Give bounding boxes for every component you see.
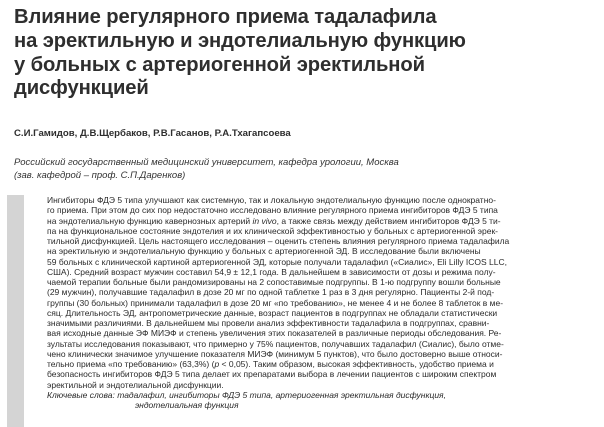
abstract-line: тильной дисфункцией. Цель настоящего исследования – оценить степень влияния регулярного приема тадалафила — [47, 236, 510, 246]
abstract-line: тельно приема «по требованию» (63,3%) (p < 0,05). Таким образом, высокая эффективность, удобство приема и — [47, 359, 494, 369]
p-value-symbol: p — [214, 359, 220, 369]
abstract-line: па на функциональное состояние эндотелия и их клинической эффективностью у больных с артериогенной эрек- — [47, 225, 499, 236]
abstract-line: сяц. Длительность ЭД, антропометрические данные, возраст пациентов в подгруппах не обладали статистически — [47, 307, 498, 318]
abstract-line: группы (30 больных) принимали тадалафил в дозе 20 мг «по требованию», не менее 4 и не более 8 таблеток в ме- — [47, 297, 504, 308]
abstract-line: 59 больных с клинической картиной артериогенной ЭД, которые получали тадалафил («Сиалис», Eli Lilly ICOS LLC, — [47, 256, 508, 267]
abstract-line: Ингибиторы ФДЭ 5 типа улучшают как системную, так и локальную эндотелиальную функцию после однократно- — [47, 195, 496, 205]
author-list: С.И.Гамидов, Д.В.Щербаков, Р.В.Гасанов, Р.А.Тхагапсоева — [14, 128, 291, 139]
abstract-section — [7, 195, 602, 427]
affiliation-line: Российский государственный медицинский университет, кафедра урологии, Москва — [14, 157, 399, 168]
abstract-line: го приема. При этом до сих пор недостаточно исследовано влияние регулярного приема ингибиторов ФДЭ 5 типа — [47, 205, 498, 216]
abstract-line: зультаты исследования показывают, что примерно у 75% пациентов, получавших тадалафил (Сиалис), было отме- — [47, 338, 504, 349]
latin-term: in vivo — [252, 215, 277, 226]
keywords-label: Ключевые слова: — [47, 389, 115, 400]
keywords-continuation: эндотелиальная функция — [135, 400, 239, 410]
abstract-line: значимыми различиями. В дальнейшем мы провели анализ эффективности тадалафила в подгруппах, сравни- — [47, 318, 490, 328]
abstract-line: на эректильную и эндотелиальную функцию у больных с артериогенной ЭД. В исследование были включены — [47, 246, 481, 257]
affiliation — [14, 156, 399, 182]
keywords-text: тадалафил, ингибиторы ФДЭ 5 типа, артериогенная эректильная дисфункция, — [117, 389, 446, 400]
keywords-line — [47, 390, 602, 400]
abstract-line: США). Средний возраст мужчин составил 54,9 ± 12,1 года. В дальнейшем в зависимости от дозы и режима полу- — [47, 266, 496, 277]
abstract-line: эректильной и эндотелиальной дисфункции. — [47, 379, 224, 390]
abstract-line: безопасность ингибиторов ФДЭ 5 типа делает их препаратами выбора в лечении пациентов с широким спектром — [47, 369, 497, 380]
abstract-line: чено клинически значимое улучшение показателя МИЭФ (минимум 5 пунктов), что было достоверно выше относи- — [47, 348, 503, 359]
abstract-side-bar — [7, 195, 24, 427]
abstract-line: (29 мужчин), получавшие тадалафил в дозе 20 мг по одной таблетке 1 раз в 3 дня регулярно. Пациенты 2-й под- — [47, 287, 495, 298]
title-line: дисфункцией — [14, 77, 149, 100]
title-line: Влияние регулярного приема тадалафила — [14, 6, 437, 28]
abstract-line: чаемой терапии больные были рандомизированы на 2 сопоставимые подгруппы. В 1-ю подгруппу вошли больные — [47, 277, 501, 287]
article-title — [14, 6, 600, 101]
title-line: на эректильную и эндотелиальную функцию — [14, 29, 466, 52]
abstract-line: вая исходные данные ЭФ МИЭФ и степень увеличения этих показателей в различные периоды обследования. Ре- — [47, 328, 502, 339]
abstract-text — [47, 195, 602, 410]
title-line: у больных с артериогенной эректильной — [14, 53, 425, 76]
affiliation-line: (зав. кафедрой – проф. С.П.Даренков) — [14, 170, 186, 181]
abstract-line: на эндотелиальную функцию кавернозных артерий in vivo, а также связь между действием ингибиторов ФДЭ 5 ти- — [47, 215, 501, 226]
